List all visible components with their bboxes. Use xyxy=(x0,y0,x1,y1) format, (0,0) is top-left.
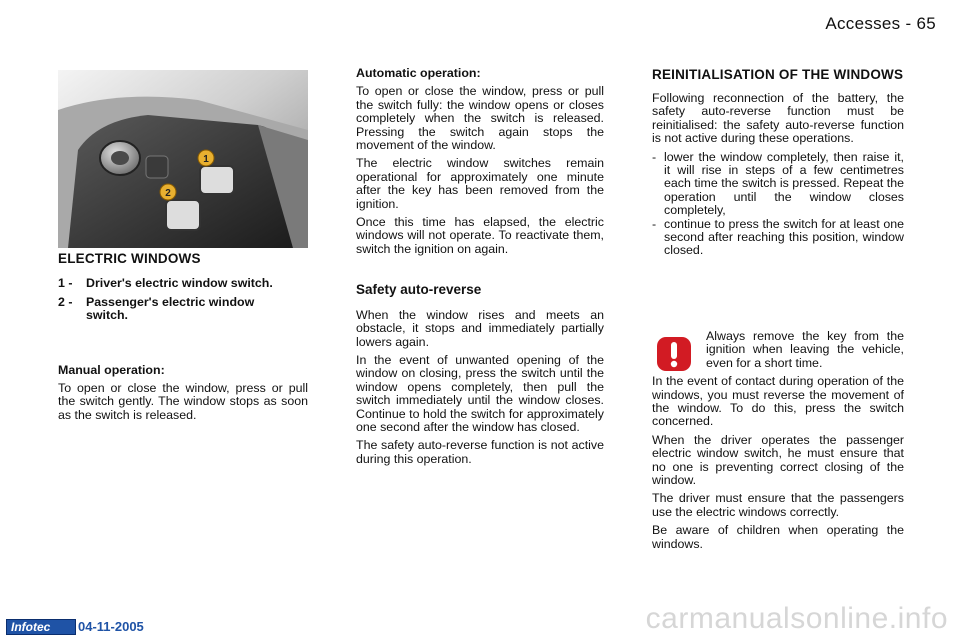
paragraph: Always remove the key from the ignition when leaving the vehicle, even for a short time. xyxy=(706,328,904,370)
item-number: 2 - xyxy=(58,294,73,309)
list-item xyxy=(652,218,904,258)
footer-date: 04-11-2005 xyxy=(78,619,144,634)
list-item xyxy=(652,151,904,218)
infotec-logo: Infotec xyxy=(6,619,76,635)
manual-operation-heading: Manual operation: xyxy=(58,362,165,377)
column-right xyxy=(652,67,904,556)
section-title-electric-windows: ELECTRIC WINDOWS xyxy=(58,251,201,266)
step-text: lower the window completely, then raise it, it will rise in steps of a few centimetres each time the switch is pressed. Repeat the operation until the window closes completely, xyxy=(664,149,904,218)
warning-box xyxy=(652,330,904,551)
paragraph: Once this time has elapsed, the electric windows will not operate. To reactivate them, switch the ignition on again. xyxy=(356,215,604,256)
safety-auto-reverse-heading: Safety auto-reverse xyxy=(356,282,482,298)
page-header: Accesses - 65 xyxy=(825,14,936,33)
paragraph: When the driver operates the passenger electric window switch, he must ensure that no one is preventing correct closing of the window. xyxy=(652,432,904,487)
window-switch-photo xyxy=(58,70,308,248)
item-text: Driver's electric window switch. xyxy=(86,276,273,291)
callout-2-label: 2 xyxy=(165,188,171,199)
item-number: 1 - xyxy=(58,276,73,291)
automatic-operation-heading: Automatic operation: xyxy=(356,66,481,80)
paragraph: When the window rises and meets an obstacle, it stops and immediately partially lowers again. xyxy=(356,307,604,349)
dash-bullet: - xyxy=(652,149,657,164)
paragraph: Following reconnection of the battery, the safety auto-reverse function must be reinitialised: the safety auto-reverse function is not active during these operations. xyxy=(652,91,904,146)
list-item xyxy=(58,277,308,290)
paragraph: In the event of contact during operation of the windows, you must reverse the movement of the window. To do this, press the switch concerned. xyxy=(652,374,904,429)
warning-exclamation-icon xyxy=(656,336,692,372)
step-text: continue to press the switch for at least one second after reaching this position, window closed. xyxy=(664,216,904,258)
list-item xyxy=(58,296,308,323)
dash-bullet: - xyxy=(652,216,657,231)
item-text: Passenger's electric window switch. xyxy=(86,294,255,323)
paragraph: The electric window switches remain operational for approximately one minute after the key has been removed from the ignition. xyxy=(356,156,604,211)
paragraph: In the event of unwanted opening of the window on closing, press the switch until the window opens completely, then pull the switch immediately until the window closes. Continue to hold the switch for approximately one second after the window has closed. xyxy=(356,352,604,434)
paragraph: To open or close the window, press or pull the switch fully: the window opens or closes completely when the switch is released. Pressing the switch again stops the movement of the window. xyxy=(356,84,604,153)
column-middle xyxy=(356,67,604,471)
section-title-reinitialisation: REINITIALISATION OF THE WINDOWS xyxy=(652,67,904,82)
steps-list xyxy=(652,151,904,258)
paragraph: Be aware of children when operating the windows. xyxy=(652,523,904,551)
manual-operation-text: To open or close the window, press or pull the switch gently. The window stops as soon as the switch is released. xyxy=(58,381,308,422)
watermark: carmanualsonline.info xyxy=(645,602,948,635)
paragraph: The driver must ensure that the passengers use the electric windows correctly. xyxy=(652,491,904,519)
callout-1-label: 1 xyxy=(203,154,209,165)
paragraph: The safety auto-reverse function is not active during this operation. xyxy=(356,438,604,466)
column-left xyxy=(58,252,308,427)
